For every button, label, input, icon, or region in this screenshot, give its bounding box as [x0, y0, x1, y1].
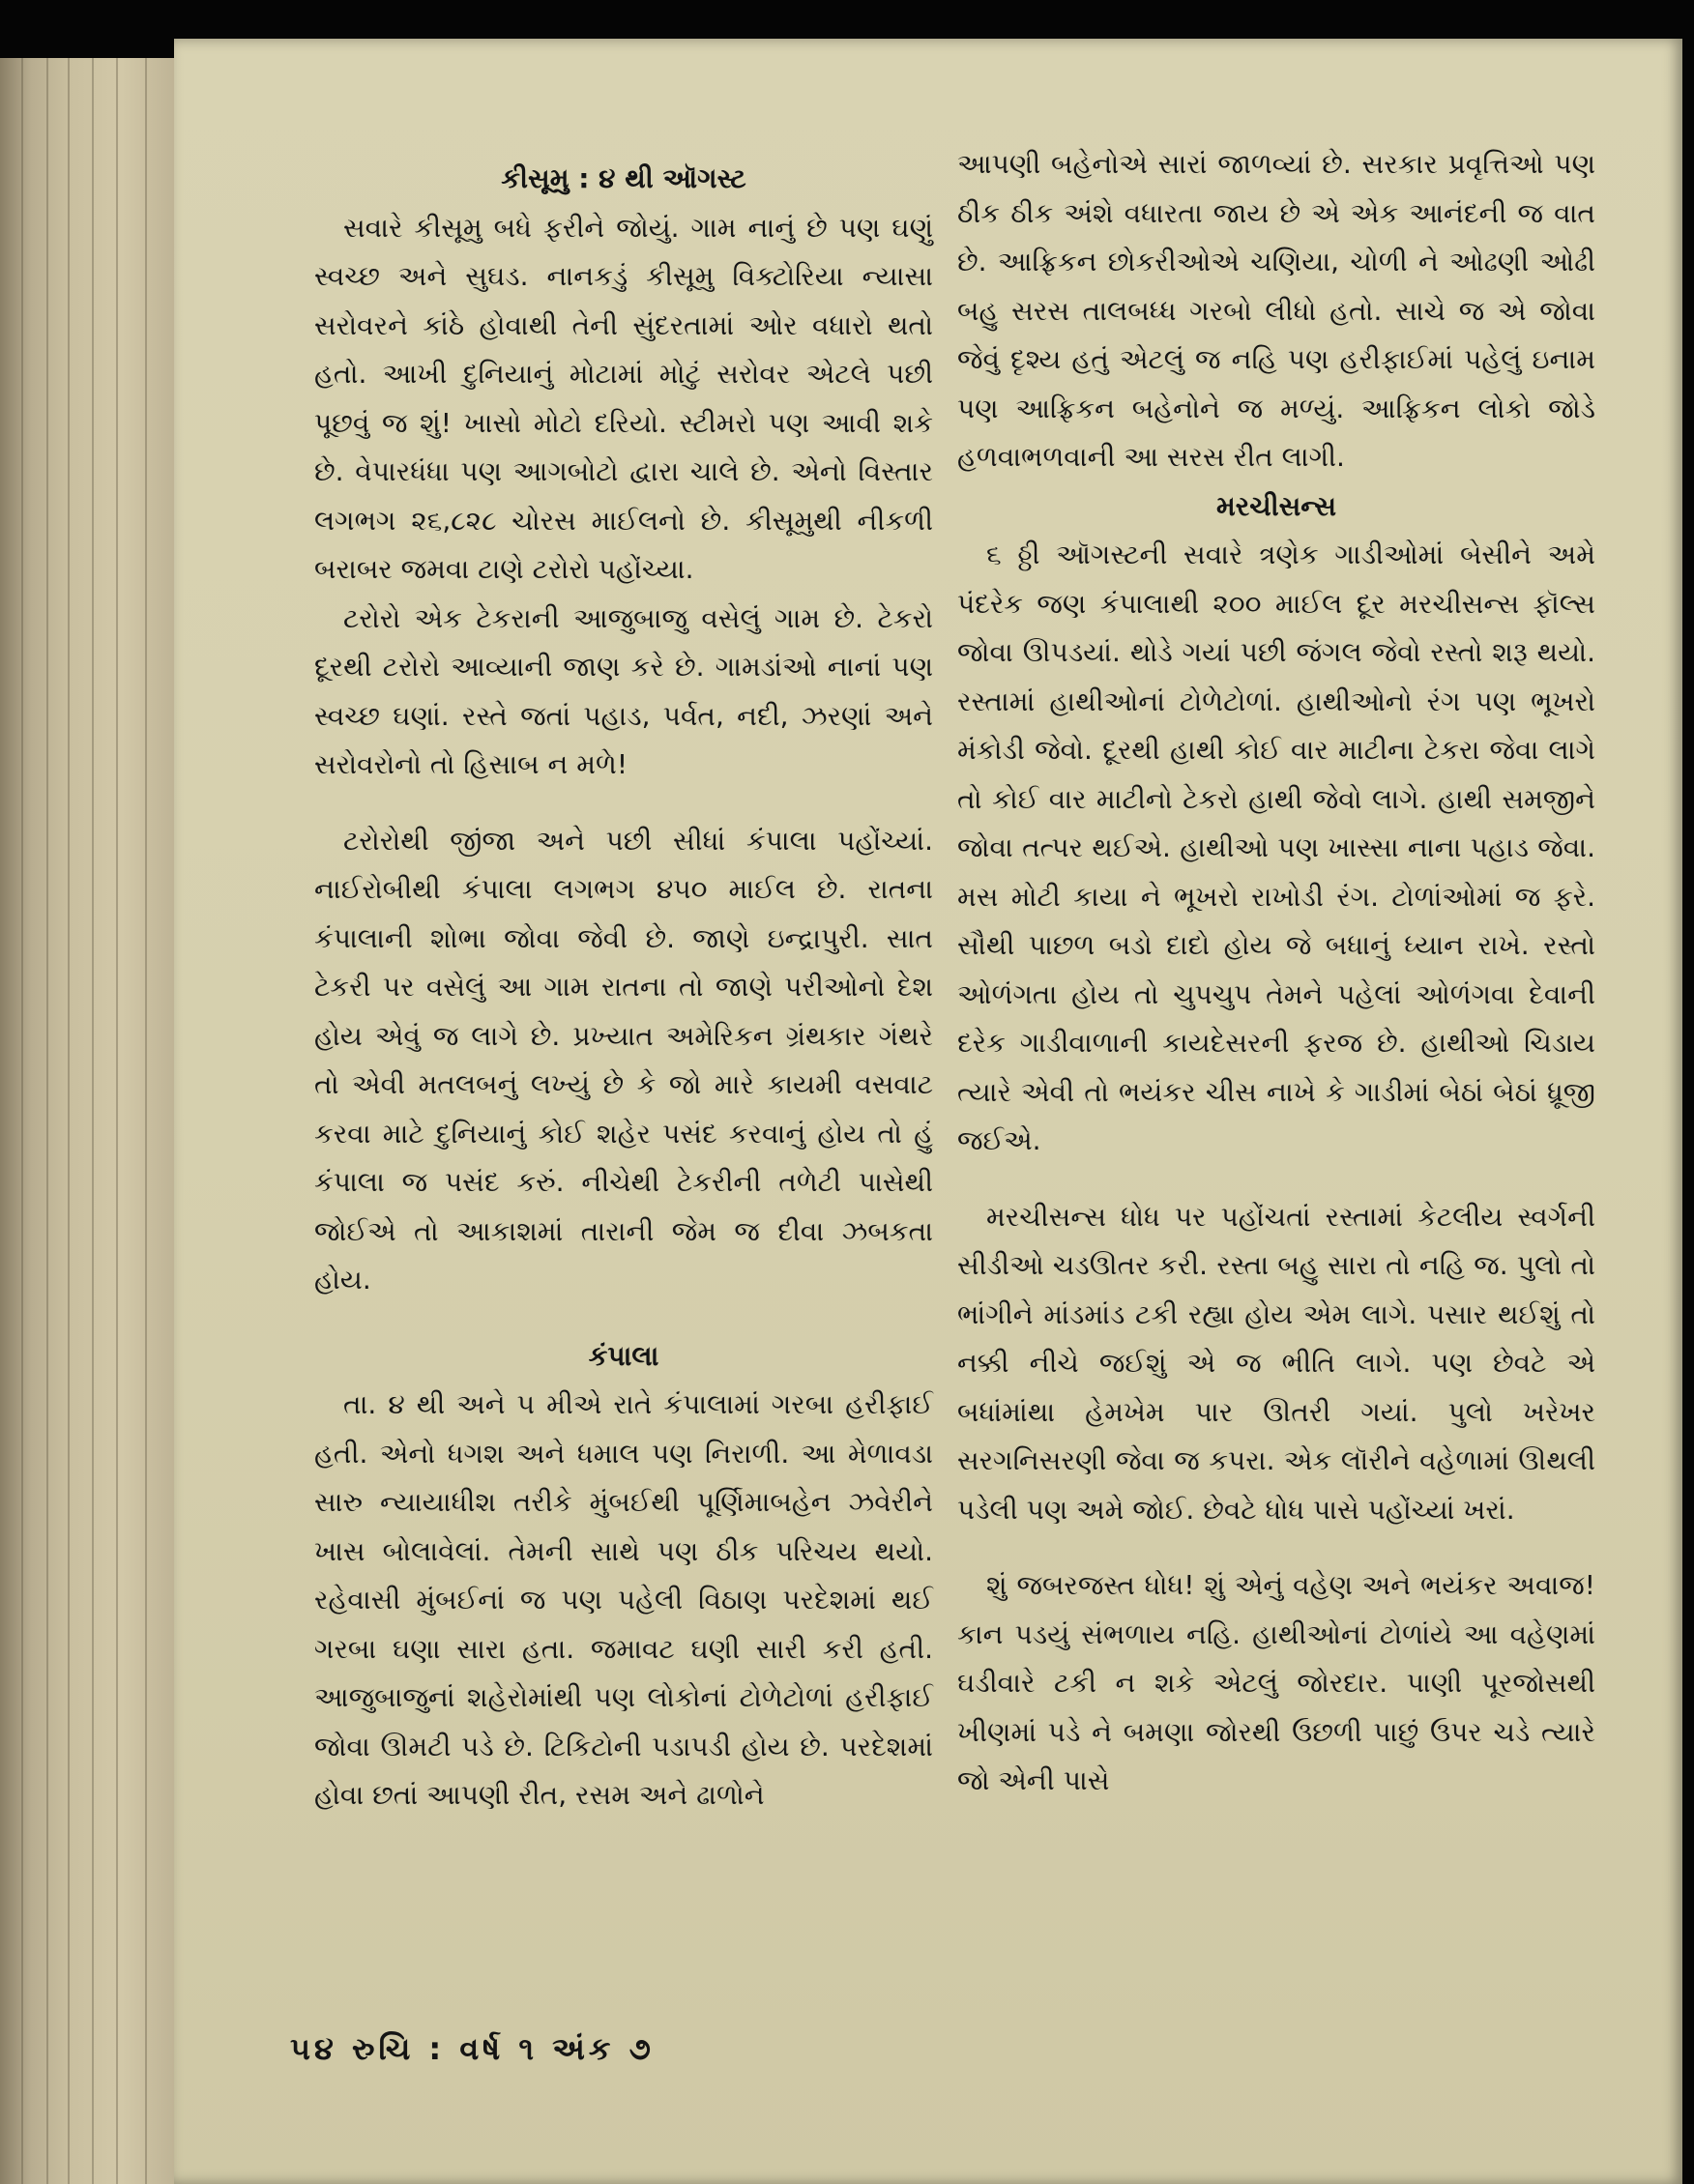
paragraph-gap [314, 790, 933, 817]
paragraph: ટરોરો એક ટેકરાની આજુબાજુ વસેલું ગામ છે. ટેકરો દૂરથી ટરોરો આવ્યાની જાણ કરે છે. ગામડાંઓ નાનાં પણ સ્વચ્છ ઘણાં. રસ્તે જતાં પહાડ, પર્વત, નદી, ઝરણાં અને સરોવરોનો તો હિસાબ ન મળે! [314, 601, 933, 780]
page-edge-line [145, 58, 147, 2184]
paragraph: તા. ૪ થી અને ૫ મીએ રાતે કંપાલામાં ગરબા હરીફાઈ હતી. એનો ધગશ અને ધમાલ પણ નિરાળી. આ મેળાવડા સારુ ન્યાયાધીશ તરીકે મુંબઈથી પૂર્ણિમાબહેન ઝવેરીને ખાસ બોલાવેલાં. તેમની સાથે પણ ઠીક પરિચય થયો. રહેવાસી મુંબઈનાં જ પણ પહેલી વિઠાણ પરદેશમાં થઈ ગરબા ઘણા સારા હતા. જમાવટ ઘણી સારી કરી હતી. આજુબાજુનાં શહેરોમાંથી પણ લોકોનાં ટોળેટોળાં હરીફાઈ જોવા ઊમટી પડે છે. ટિકિટોની પડાપડી હોય છે. પરદેશમાં હોવા છતાં આપણી રીત, રસમ અને ઢાળોને [314, 1388, 933, 1811]
section-heading-kampala: કંપાલા [588, 1339, 659, 1372]
paragraph: આપણી બહેનોએ સારાં જાળવ્યાં છે. સરકાર પ્રવૃત્તિઓ પણ ઠીક ઠીક અંશે વધારતા જાય છે એ એક આનંદની જ વાત છે. આફ્રિકન છોકરીઓએ ચણિયા, ચોળી ને ઓઢણી ઓઢી બહુ સરસ તાલબધ્ધ ગરબો લીધો હતો. સાચે જ એ જોવા જેવું દૃશ્ય હતું એટલું જ નહિ પણ હરીફાઈમાં પહેલું ઇનામ પણ આફ્રિકન બહેનોને જ મળ્યું. આફ્રિકન લોકો જોડે હળવાભળવાની આ સરસ રીત લાગી. [957, 148, 1595, 473]
section-heading-murchisons: મરચીસન્સ [1215, 489, 1337, 522]
paragraph-gap [957, 1534, 1595, 1561]
page-edge-line [92, 58, 94, 2184]
paragraph: ટરોરોથી જીંજા અને પછી સીધાં કંપાલા પહોંચ્યાં. નાઈરોબીથી કંપાલા લગભગ ૪૫૦ માઈલ છે. રાતના કંપાલાની શોભા જોવા જેવી છે. જાણે ઇન્દ્રાપુરી. સાત ટેકરી પર વસેલું આ ગામ રાતના તો જાણે પરીઓનો દેશ હોય એવું જ લાગે છે. પ્રખ્યાત અમેરિકન ગ્રંથકાર ગંથરે તો એવી મતલબનું લખ્યું છે કે જો મારે કાયમી વસવાટ કરવા માટે દુનિયાનું કોઈ શહેર પસંદ કરવાનું હોય તો હું કંપાલા જ પસંદ કરું. નીચેથી ટેકરીની તળેટી પાસેથી જોઈએ તો આકાશમાં તારાની જેમ જ દીવા ઝબકતા હોય. [314, 824, 933, 1296]
book-page-edges [0, 58, 174, 2184]
paragraph: સવારે કીસૂમુ બધે ફરીને જોયું. ગામ નાનું છે પણ ઘણું સ્વચ્છ અને સુઘડ. નાનકડું કીસૂમુ વિક્ટોરિયા ન્યાસા સરોવરને કાંઠે હોવાથી તેની સુંદરતામાં ઓર વધારો થતો હતો. આખી દુનિયાનું મોટામાં મોટું સરોવર એટલે પછી પૂછવું જ શું! ખાસો મોટો દરિયો. સ્ટીમરો પણ આવી શકે છે. વેપારધંધા પણ આગબોટો દ્વારા ચાલે છે. એનો વિસ્તાર લગભગ ૨૬,૮૨૮ ચોરસ માઈલનો છે. કીસૂમુથી નીકળી બરાબર જમવા ટાણે ટરોરો પહોંચ્યા. [314, 211, 933, 585]
section-heading-kisumu: કીસૂમુ : ૪ થી ઑગસ્ટ [501, 162, 746, 194]
page-edge-line [21, 58, 23, 2184]
paragraph: મરચીસન્સ ધોધ પર પહોંચતાં રસ્તામાં કેટલીય સ્વર્ગની સીડીઓ ચડઊતર કરી. રસ્તા બહુ સારા તો નહિ જ. પુલો તો ભાંગીને માંડમાંડ ટકી રહ્યા હોય એમ લાગે. પસાર થઈશું તો નક્કી નીચે જઈશું એ જ ભીતિ લાગે. પણ છેવટે એ બધાંમાંથા હેમખેમ પાર ઊતરી ગયાં. પુલો ખરેખર સરગનિસરણી જેવા જ કપરા. એક લૉરીને વહેળામાં ઊથલી પડેલી પણ અમે જોઈ. છેવટે ધોધ પાસે પહોંચ્યાં ખરાં. [957, 1200, 1595, 1526]
page-edge-line [46, 58, 48, 2184]
paragraph-gap [314, 1305, 933, 1332]
paragraph: શું જબરજસ્ત ધોધ! શું એનું વહેણ અને ભયંકર અવાજ! કાન પડયું સંભળાય નહિ. હાથીઓનાં ટોળાંયે આ વહેણમાં ઘડીવારે ટકી ન શકે એટલું જોરદાર. પાણી પૂરજોસથી ખીણમાં પડે ને બમણા જોરથી ઉછળી પાછું ઉપર ચડે ત્યારે જો એની પાસે [957, 1569, 1595, 1796]
page-edge-line [116, 58, 118, 2184]
page-edge-line [68, 58, 70, 2184]
magazine-page [174, 39, 1682, 2184]
paragraph-gap [957, 1166, 1595, 1193]
right-column [957, 140, 1595, 1806]
left-column [314, 155, 933, 1820]
page-footer: ૫૪ રુચિ : વર્ષ ૧ અંક ૭ [290, 2030, 655, 2067]
paragraph: ૬ ઠ્ઠી ઑગસ્ટની સવારે ત્રણેક ગાડીઓમાં બેસીને અમે પંદરેક જણ કંપાલાથી ૨૦૦ માઈલ દૂર મરચીસન્સ ફૉલ્સ જોવા ઊપડયાં. થોડે ગયાં પછી જંગલ જેવો રસ્તો શરૂ થયો. રસ્તામાં હાથીઓનાં ટોળેટોળાં. હાથીઓનો રંગ પણ ભૂખરો મંકોડી જેવો. દૂરથી હાથી કોઈ વાર માટીના ટેકરા જેવા લાગે તો કોઈ વાર માટીનો ટેકરો હાથી જેવો લાગે. હાથી સમજીને જોવા તત્પર થઈએ. હાથીઓ પણ ખાસ્સા નાના પહાડ જેવા. મસ મોટી કાયા ને ભૂખરો રાખોડી રંગ. ટોળાંઓમાં જ ફરે. સૌથી પાછળ બડો દાદો હોય જે બધાનું ધ્યાન રાખે. રસ્તો ઓળંગતા હોય તો ચુપચુપ તેમને પહેલાં ઓળંગવા દેવાની દરેક ગાડીવાળાની કાયદેસરની ફરજ છે. હાથીઓ ચિડાય ત્યારે એવી તો ભયંકર ચીસ નાખે કે ગાડીમાં બેઠાં બેઠાં ધ્રૂજી જઈએ. [957, 539, 1595, 1156]
